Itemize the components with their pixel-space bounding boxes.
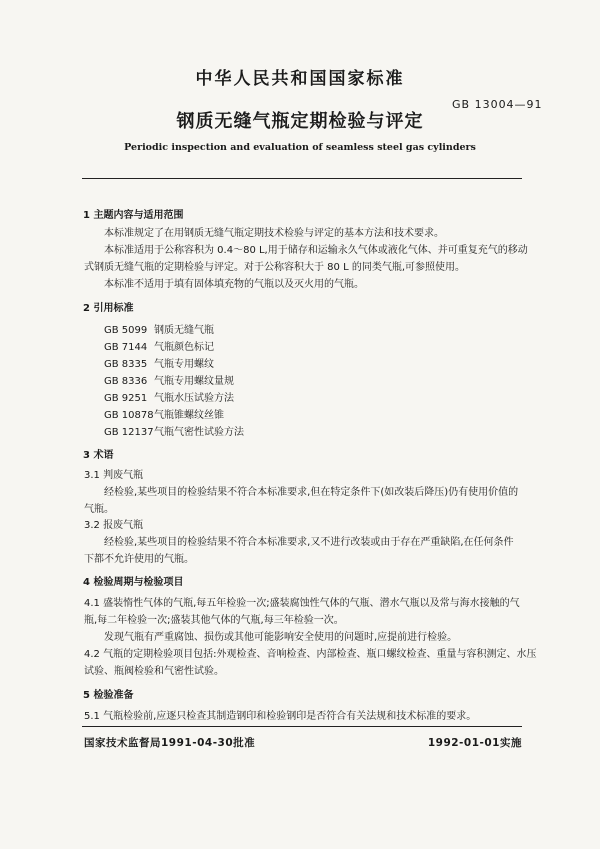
section-1-heading: 1 主题内容与适用范围 [83,210,184,221]
term-3-1-definition-line-2: 气瓶。 [84,504,114,515]
section-5-heading: 5 检验准备 [83,690,134,701]
effective-date: 1992-01-01实施 [427,737,522,749]
section-4-heading: 4 检验周期与检验项目 [83,577,184,588]
reference-item: GB 5099 钢质无缝气瓶 [104,325,214,336]
reference-item: GB 12137气瓶气密性试验方法 [104,427,244,438]
reference-item: GB 7144 气瓶颜色标记 [104,342,214,353]
reference-item: GB 9251 气瓶水压试验方法 [104,393,234,404]
section-1-paragraph-3: 本标准不适用于填有固体填充物的气瓶以及灭火用的气瓶。 [104,279,364,290]
english-title: Periodic inspection and evaluation of seamless steel gas cylinders [124,142,476,153]
term-3-1-definition-line-1: 经检验,某些项目的检验结果不符合本标准要求,但在特定条件下(如改装后降压)仍有使用价值的 [104,487,519,498]
clause-4-1-line-1: 4.1 盛装惰性气体的气瓶,每五年检验一次;盛装腐蚀性气体的气瓶、潜水气瓶以及常与海水接触的气 [84,598,520,609]
issuing-organization: 中华人民共和国国家标准 [195,69,405,89]
footer-rule [82,726,522,727]
standard-code: GB 13004—91 [452,98,543,111]
term-3-1-heading: 3.1 判废气瓶 [84,470,144,481]
section-1-paragraph-2-line-2: 式钢质无缝气瓶的定期检验与评定。对于公称容积大于 80 L 的同类气瓶,可参照使用。 [84,262,466,273]
header-rule [82,178,522,179]
term-3-2-definition-line-1: 经检验,某些项目的检验结果不符合本标准要求,又不进行改装或由于存在严重缺陷,在任何条件 [104,537,514,548]
clause-4-2-line-2: 试验、瓶阀检验和气密性试验。 [84,666,224,677]
section-1-paragraph-2-line-1: 本标准适用于公称容积为 0.4～80 L,用于储存和运输永久气体或液化气体、并可重复充气的移动 [104,245,528,256]
clause-4-1-line-3: 发现气瓶有严重腐蚀、损伤或其他可能影响安全使用的问题时,应提前进行检验。 [104,632,458,643]
clause-4-1-line-2: 瓶,每二年检验一次;盛装其他气体的气瓶,每三年检验一次。 [84,615,344,626]
clause-4-2-line-1: 4.2 气瓶的定期检验项目包括:外观检查、音响检查、内部检查、瓶口螺纹检查、重量与容积测定、水压 [84,649,537,660]
section-3-heading: 3 术语 [83,450,114,461]
term-3-2-definition-line-2: 下都不允许使用的气瓶。 [84,554,194,565]
term-3-2-heading: 3.2 报废气瓶 [84,520,144,531]
clause-5-1: 5.1 气瓶检验前,应逐只检查其制造钢印和检验钢印是否符合有关法规和技术标准的要求。 [84,711,477,722]
approval-date: 国家技术监督局1991-04-30批准 [84,737,256,749]
document-title: 钢质无缝气瓶定期检验与评定 [176,111,424,132]
section-1-paragraph-1: 本标准规定了在用钢质无缝气瓶定期技术检验与评定的基本方法和技术要求。 [104,228,444,239]
reference-item: GB 8335 气瓶专用螺纹 [104,359,214,370]
section-2-heading: 2 引用标准 [83,303,134,314]
reference-item: GB 10878气瓶锥螺纹丝锥 [104,410,224,421]
reference-item: GB 8336 气瓶专用螺纹量规 [104,376,234,387]
